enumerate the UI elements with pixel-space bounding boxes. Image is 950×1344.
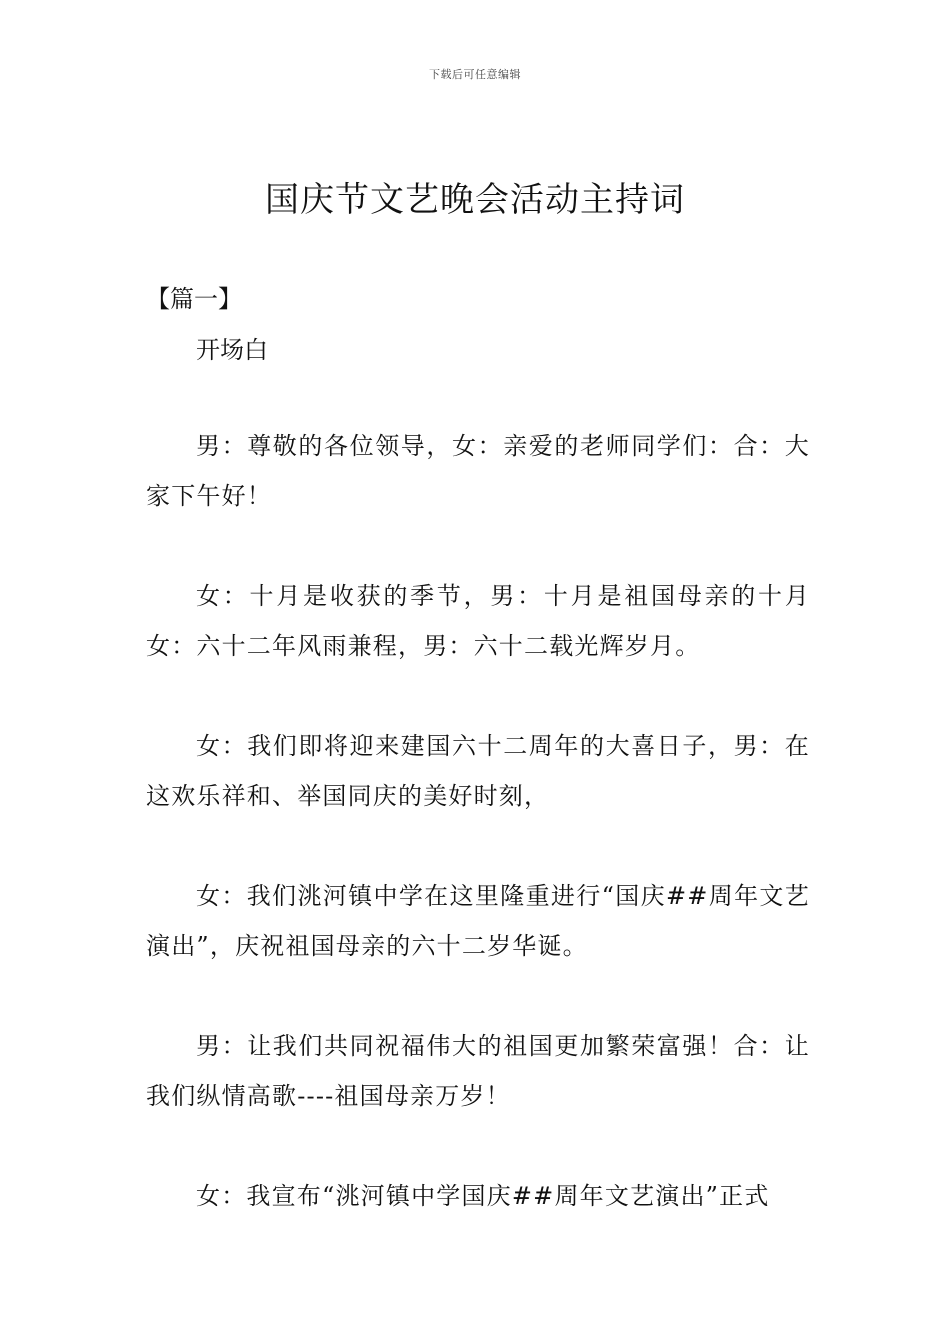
paragraph: 女：十月是收获的季节，男：十月是祖国母亲的十月女：六十二年风雨兼程，男：六十二载光辉岁月。 bbox=[146, 582, 810, 660]
paragraph-block bbox=[146, 421, 810, 521]
paragraph-block bbox=[146, 1171, 810, 1221]
paragraph: 女：我们洮河镇中学在这里隆重进行“国庆##周年文艺演出”，庆祝祖国母亲的六十二岁华诞。 bbox=[146, 882, 810, 960]
paragraph-block bbox=[146, 721, 810, 821]
subheading-opening: 开场白 bbox=[196, 336, 268, 364]
paragraph: 女：我宣布“洮河镇中学国庆##周年文艺演出”正式 bbox=[196, 1182, 770, 1210]
paragraph: 女：我们即将迎来建国六十二周年的大喜日子，男：在这欢乐祥和、举国同庆的美好时刻， bbox=[146, 732, 810, 810]
section-label: 【篇一】 bbox=[146, 285, 242, 313]
header-note: 下载后可任意编辑 bbox=[429, 68, 521, 81]
document-title: 国庆节文艺晚会活动主持词 bbox=[265, 180, 685, 220]
paragraph: 男：尊敬的各位领导，女：亲爱的老师同学们：合：大家下午好！ bbox=[146, 432, 810, 510]
paragraph-block bbox=[146, 571, 810, 671]
paragraph-block bbox=[146, 871, 810, 971]
paragraph: 男：让我们共同祝福伟大的祖国更加繁荣富强！合：让我们纵情高歌----祖国母亲万岁！ bbox=[146, 1032, 810, 1110]
paragraph-block bbox=[146, 1021, 810, 1121]
